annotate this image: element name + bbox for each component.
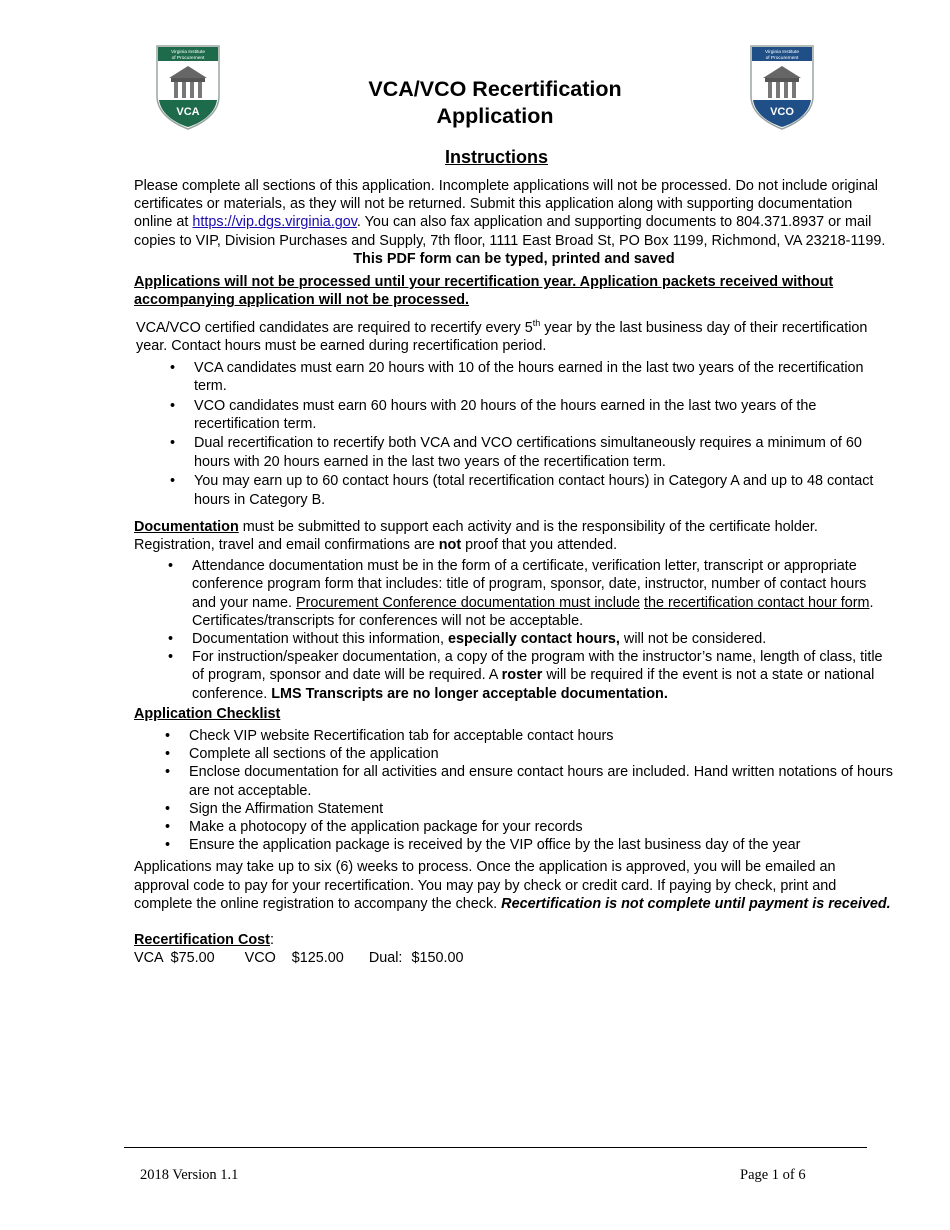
footer-divider — [124, 1147, 867, 1148]
cost-label: Recertification Cost — [134, 932, 270, 949]
documentation-text: must be submitted to support each activity and is the responsibility of the certificate holder. Registration, travel and email confirmations are — [134, 518, 818, 553]
recertify-intro — [134, 314, 894, 355]
pdf-note: This PDF form can be typed, printed and saved — [353, 250, 675, 267]
list-item: • Check VIP website Recertification tab for acceptable contact hours — [189, 727, 894, 745]
doc-bullet-2-end: will not be considered. — [619, 630, 767, 647]
cost-row — [134, 949, 894, 967]
recertify-intro-text-continued: year by the last business day of their recertification year. Contact hours must be earned during recertification period. — [136, 320, 868, 355]
vco-logo-badge: VCO — [770, 106, 794, 118]
processing-paragraph — [134, 858, 894, 913]
cost-colon: : — [269, 932, 274, 949]
intro-text-continued: . You can also fax application and supporting documents to 804.371.8937 or mail copies to VIP, Division Purchases and Supply, 7th floor, 1111 East Broad St, PO Box 1199, Richmond, VA 23218-1199. — [134, 214, 886, 249]
intro-text: Please complete all sections of this application. Incomplete applications will not be processed. Do not include original certificates or materials, as they will not be returned. Submit this application along with supporting documentation online at — [134, 178, 878, 231]
instructions-heading: Instructions — [444, 147, 548, 167]
documentation-label: Documentation — [134, 518, 239, 535]
vco-price: $125.00 — [291, 950, 344, 967]
footer-version: 2018 Version 1.1 — [140, 1167, 239, 1183]
vco-label: VCO — [244, 950, 276, 967]
list-item: • Dual recertification to recertify both VCA and VCO certifications simultaneously requires a minimum of 60 hours with 20 hours earned in the last two years of the recertification term. — [194, 434, 894, 470]
list-item — [192, 557, 894, 630]
checklist — [134, 727, 894, 854]
processing-text: Applications may take up to six (6) weeks to process. Once the application is approved, you will be emailed an approval code to pay for your recertification. You may pay by check or credit card. If paying by check, print and complete the online registration to accompany the check. — [134, 859, 837, 912]
list-item: • You may earn up to 60 contact hours (total recertification contact hours) in Category A and up to 48 contact hours in Category B. — [194, 472, 894, 508]
list-item: • Ensure the application package is received by the VIP office by the last business day of the year — [189, 836, 894, 854]
list-item: • Complete all sections of the application — [189, 745, 894, 763]
vca-logo-org-line1: Virginia Institute — [170, 50, 206, 55]
ordinal-suffix: th — [532, 318, 541, 329]
vca-price: $75.00 — [170, 950, 215, 967]
list-item — [192, 648, 894, 703]
doc-bullet-3-text: For instruction/speaker documentation, a copy of the program with the instructor’s name, length of class, title of program, sponsor and date will be required. A — [192, 649, 883, 684]
list-item: • VCO candidates must earn 60 hours with 20 hours of the hours earned in the last two years of the recertification term. — [194, 397, 894, 433]
documentation-list — [134, 557, 894, 703]
doc-bullet-3-bold-end: LMS Transcripts are no longer acceptable documentation. — [271, 685, 668, 702]
title-line-2: Application — [436, 104, 554, 128]
documentation-text-end: proof that you attended. — [461, 536, 618, 553]
page-title — [280, 76, 710, 130]
dual-label: Dual: — [368, 950, 403, 967]
vca-logo — [155, 44, 221, 130]
vco-logo — [749, 44, 815, 130]
cost-heading — [134, 931, 894, 949]
doc-bullet-3-mid: will be required if the event is not a state or national conference. — [192, 667, 875, 702]
footer-page-number: Page 1 of 6 — [740, 1167, 806, 1183]
documentation-paragraph — [134, 518, 894, 554]
requirements-list — [134, 359, 894, 509]
processing-warning: Applications will not be processed until your recertification year. Application packets received without accompanying application will not be processed. — [134, 274, 834, 309]
recertify-intro-text: VCA/VCO certified candidates are required to recertify every 5 — [136, 320, 533, 337]
list-item — [192, 630, 894, 648]
checklist-heading: Application Checklist — [134, 705, 281, 722]
documentation-emphasis: not — [438, 536, 462, 553]
list-item: • VCA candidates must earn 20 hours with 10 of the hours earned in the last two years of the recertification term. — [194, 359, 894, 395]
vip-website-link[interactable]: https://vip.dgs.virginia.gov — [192, 214, 357, 231]
list-item: • Enclose documentation for all activities and ensure contact hours are included. Hand written notations of hours are not acceptable. — [189, 763, 894, 799]
doc-bullet-1-underlined-2: the recertification contact hour form — [643, 594, 870, 611]
doc-bullet-2-bold: especially contact hours, — [447, 630, 620, 647]
vca-logo-org-line2: of Procurement — [171, 56, 205, 61]
vco-logo-org-line2: of Procurement — [765, 56, 799, 61]
instructions-content — [134, 177, 894, 967]
doc-bullet-2-text: Documentation without this information, — [192, 630, 448, 647]
doc-bullet-3-bold: roster — [501, 667, 543, 684]
vca-logo-badge: VCA — [176, 106, 200, 118]
doc-bullet-1-end: . Certificates/transcripts for conferences will not be acceptable. — [192, 594, 874, 629]
dual-price: $150.00 — [411, 950, 464, 967]
vca-label: VCA — [134, 950, 164, 967]
title-line-1: VCA/VCO Recertification — [368, 77, 622, 101]
intro-paragraph — [134, 177, 894, 250]
doc-bullet-1-text: Attendance documentation must be in the form of a certificate, verification letter, transcript or appropriate conference program form that includes: title of program, sponsor, date, instructor, number of contact hours and your name. — [192, 558, 867, 611]
doc-bullet-1-underlined: Procurement Conference documentation must include — [296, 594, 640, 611]
list-item: • Make a photocopy of the application package for your records — [189, 818, 894, 836]
list-item: • Sign the Affirmation Statement — [189, 800, 894, 818]
vco-logo-org-line1: Virginia Institute — [764, 50, 800, 55]
processing-emphasis: Recertification is not complete until payment is received. — [501, 895, 891, 912]
